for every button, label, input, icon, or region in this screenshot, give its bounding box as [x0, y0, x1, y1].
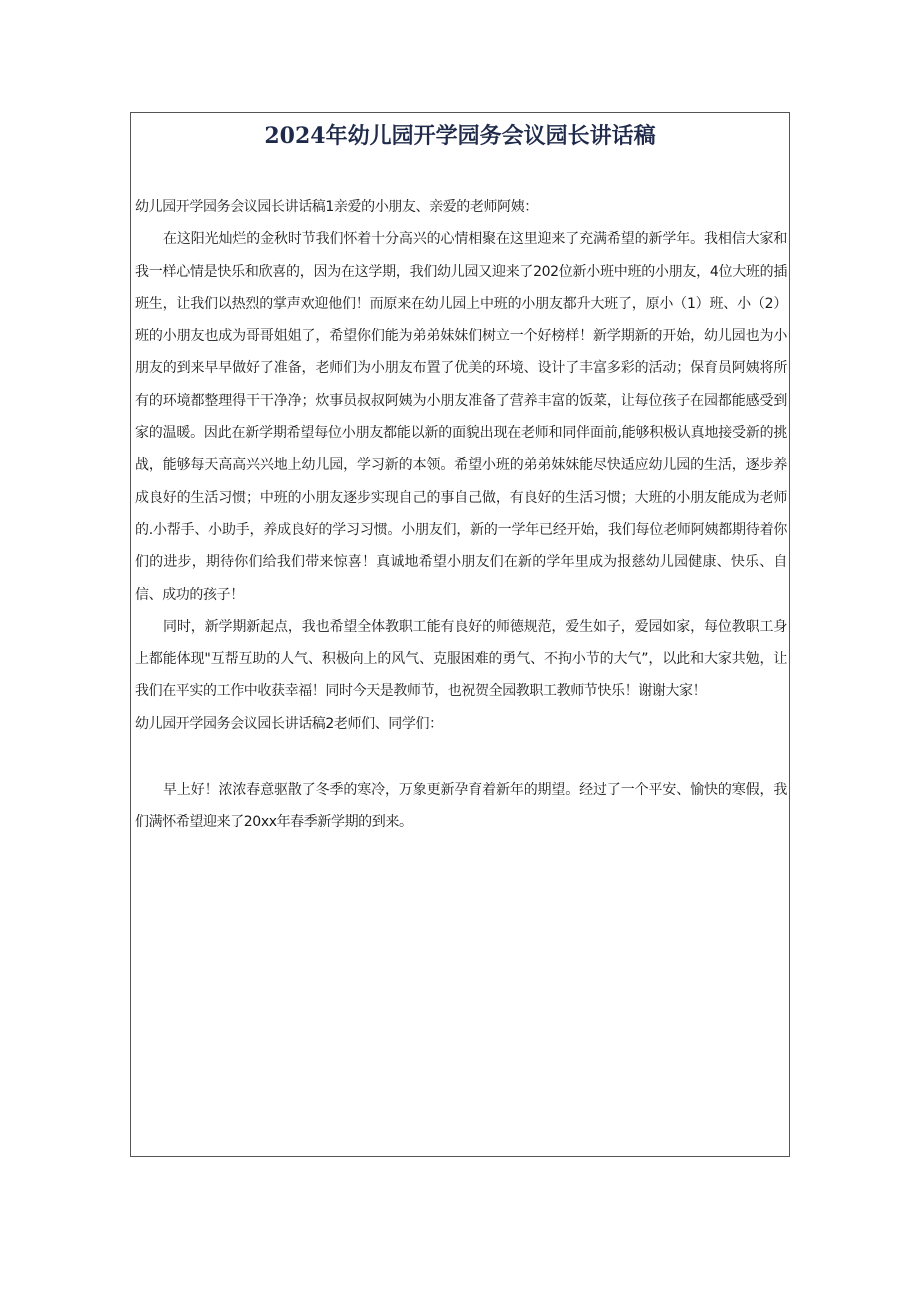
speech-1-heading: 幼儿园开学园务会议园长讲话稿1亲爱的小朋友、亲爱的老师阿姨： [135, 199, 538, 215]
document-body [135, 191, 787, 839]
document-page [130, 112, 790, 1157]
speech-1-paragraph-2: 同时，新学期新起点，我也希望全体教职工能有良好的师德规范，爱生如子，爱园如家，每位教职工身上都能体现"互帮互助的人气、积极向上的风气、克服困难的勇气、不拘小节的大气”，以此和大家共勉，让我们在平实的工作中收获幸福！同时今天是教师节，也祝贺全园教职工教师节快乐！谢谢大家！ [135, 618, 787, 700]
speech-1-paragraph-1: 在这阳光灿烂的金秋时节我们怀着十分高兴的心情相聚在这里迎来了充满希望的新学年。我相信大家和我一样心情是快乐和欣喜的，因为在这学期，我们幼儿园又迎来了202位新小班中班的小朋友，4位大班的插班生，让我们以热烈的掌声欢迎他们！而原来在幼儿园上中班的小朋友都升大班了，原小（1）班、小（2）班的小朋友也成为哥哥姐姐了，希望你们能为弟弟妹妹们树立一个好榜样！新学期新的开始，幼儿园也为小朋友的到来早早做好了准备，老师们为小朋友布置了优美的环境、设计了丰富多彩的活动；保育员阿姨将所有的环境都整理得干干净净；炊事员叔叔阿姨为小朋友准备了营养丰富的饭菜，让每位孩子在园都能感受到家的温暖。因此在新学期希望每位小朋友都能以新的面貌出现在老师和同伴面前,能够积极认真地接受新的挑战，能够每天高高兴兴地上幼儿园，学习新的本领。希望小班的弟弟妹妹能尽快适应幼儿园的生活，逐步养成良好的生活习惯；中班的小朋友逐步实现自己的事自己做，有良好的生活习惯；大班的小朋友能成为老师的.小帮手、小助手，养成良好的学习习惯。小朋友们，新的一学年已经开始，我们每位老师阿姨都期待着你们的进步，期待你们给我们带来惊喜！真诚地希望小朋友们在新的学年里成为报慈幼儿园健康、快乐、自信、成功的孩子！ [135, 231, 787, 603]
speech-2-paragraph-1: 早上好！浓浓春意驱散了冬季的寒冷，万象更新孕育着新年的期望。经过了一个平安、愉快的寒假，我们满怀希望迎来了20xx年春季新学期的到来。 [135, 782, 787, 831]
speech-2-heading: 幼儿园开学园务会议园长讲话稿2老师们、同学们： [135, 715, 443, 732]
document-title: 2024年幼儿园开学园务会议园长讲话稿 [264, 123, 656, 149]
blank-line [135, 740, 787, 774]
